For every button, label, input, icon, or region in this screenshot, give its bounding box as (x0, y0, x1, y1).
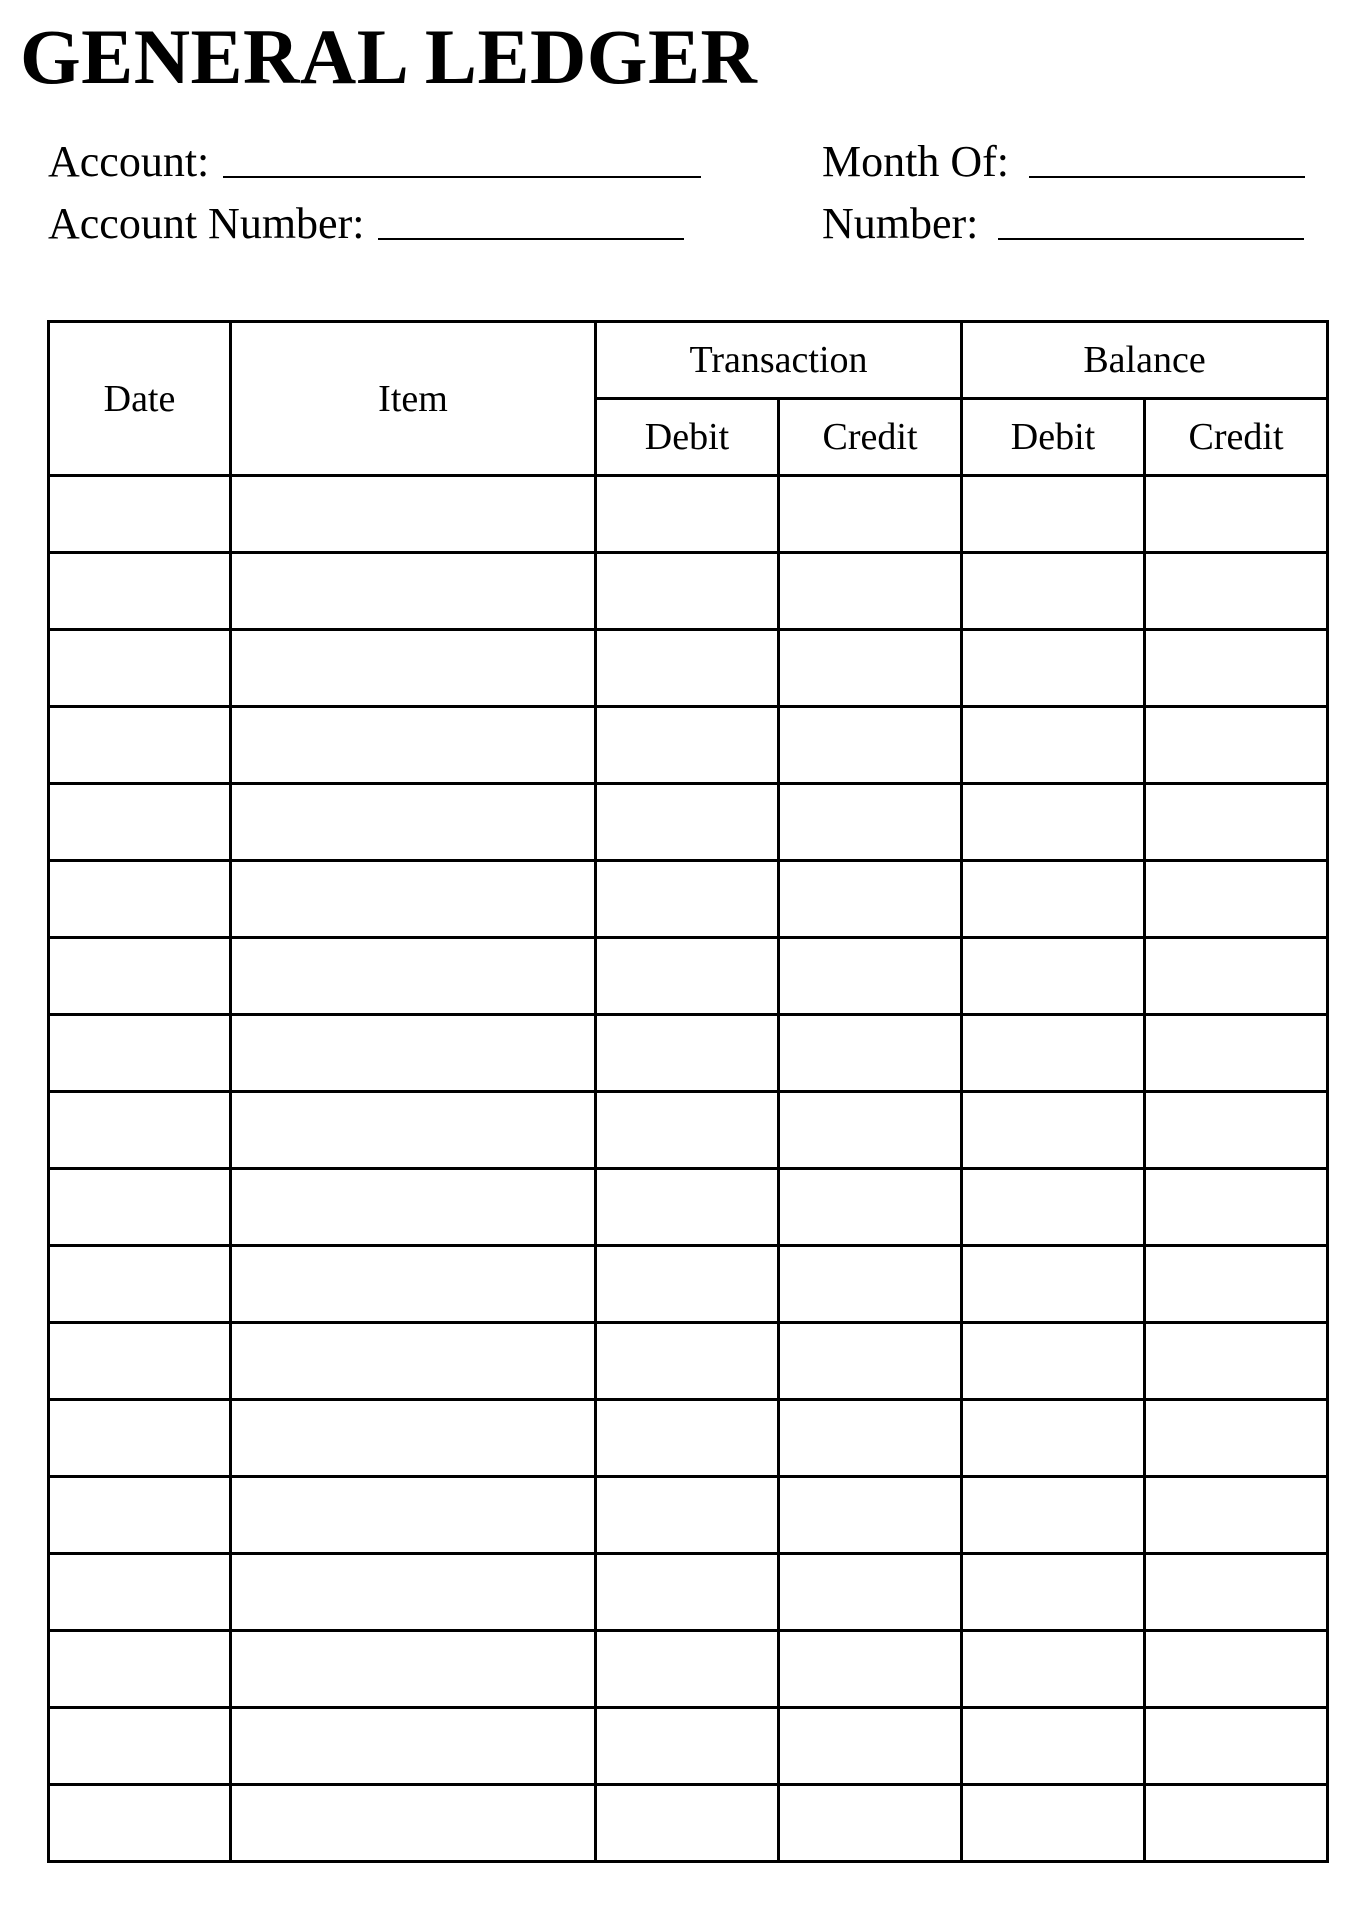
transaction-debit-cell[interactable] (596, 1708, 779, 1785)
balance-debit-cell[interactable] (962, 1477, 1145, 1554)
transaction-debit-cell[interactable] (596, 1015, 779, 1092)
table-row (49, 630, 1328, 707)
table-row (49, 1554, 1328, 1631)
item-cell[interactable] (231, 1015, 596, 1092)
balance-debit-cell[interactable] (962, 1400, 1145, 1477)
date-cell[interactable] (49, 1323, 231, 1400)
balance-credit-cell[interactable] (1145, 553, 1328, 630)
balance-credit-cell[interactable] (1145, 1169, 1328, 1246)
item-cell[interactable] (231, 553, 596, 630)
balance-credit-cell[interactable] (1145, 938, 1328, 1015)
balance-credit-cell[interactable] (1145, 1477, 1328, 1554)
transaction-credit-cell[interactable] (779, 630, 962, 707)
item-cell[interactable] (231, 476, 596, 553)
page-title: GENERAL LEDGER (20, 13, 758, 100)
date-cell[interactable] (49, 1554, 231, 1631)
account-number-label: Account Number: (48, 199, 365, 248)
transaction-debit-cell[interactable] (596, 1092, 779, 1169)
balance-debit-cell[interactable] (962, 1246, 1145, 1323)
balance-credit-cell[interactable] (1145, 1092, 1328, 1169)
transaction-debit-cell[interactable] (596, 1169, 779, 1246)
ledger-body (49, 476, 1328, 1862)
transaction-credit-cell[interactable] (779, 553, 962, 630)
balance-debit-cell[interactable] (962, 707, 1145, 784)
item-cell[interactable] (231, 1554, 596, 1631)
balance-debit-cell[interactable] (962, 1323, 1145, 1400)
table-row (49, 1092, 1328, 1169)
transaction-credit-cell[interactable] (779, 861, 962, 938)
item-cell[interactable] (231, 1092, 596, 1169)
balance-debit-cell[interactable] (962, 861, 1145, 938)
balance-credit-cell[interactable] (1145, 630, 1328, 707)
item-cell[interactable] (231, 707, 596, 784)
balance-credit-cell[interactable] (1145, 1323, 1328, 1400)
number-field (822, 199, 1304, 248)
balance-credit-cell[interactable] (1145, 1015, 1328, 1092)
transaction-debit-cell[interactable] (596, 1554, 779, 1631)
balance-credit-cell[interactable] (1145, 707, 1328, 784)
balance-debit-cell[interactable] (962, 553, 1145, 630)
account-number-field (48, 199, 684, 248)
account-number-blank-line[interactable] (378, 237, 684, 240)
header-row-top (49, 322, 1328, 399)
transaction-credit-cell[interactable] (779, 1246, 962, 1323)
table-row (49, 1785, 1328, 1862)
table-row (49, 1708, 1328, 1785)
transaction-group-header: Transaction (596, 322, 962, 399)
transaction-credit-cell[interactable] (779, 1631, 962, 1708)
transaction-debit-cell[interactable] (596, 1400, 779, 1477)
transaction-credit-cell[interactable] (779, 938, 962, 1015)
balance-credit-cell[interactable] (1145, 1400, 1328, 1477)
transaction-debit-cell[interactable] (596, 1477, 779, 1554)
table-row (49, 1323, 1328, 1400)
date-cell[interactable] (49, 1631, 231, 1708)
transaction-debit-cell[interactable] (596, 1631, 779, 1708)
balance-debit-cell[interactable] (962, 1708, 1145, 1785)
transaction-credit-cell[interactable] (779, 1554, 962, 1631)
transaction-debit-cell[interactable] (596, 476, 779, 553)
item-cell[interactable] (231, 1400, 596, 1477)
transaction-debit-cell[interactable] (596, 861, 779, 938)
date-cell[interactable] (49, 1708, 231, 1785)
date-cell[interactable] (49, 1246, 231, 1323)
item-cell[interactable] (231, 938, 596, 1015)
balance-debit-cell[interactable] (962, 1092, 1145, 1169)
account-label: Account: (48, 137, 210, 186)
number-label: Number: (822, 199, 979, 248)
balance-group-header: Balance (962, 322, 1328, 399)
transaction-debit-cell[interactable] (596, 707, 779, 784)
table-row (49, 1169, 1328, 1246)
date-cell[interactable] (49, 1015, 231, 1092)
transaction-credit-cell[interactable] (779, 784, 962, 861)
date-cell[interactable] (49, 784, 231, 861)
balance-credit-cell[interactable] (1145, 1246, 1328, 1323)
account-blank-line[interactable] (223, 175, 701, 178)
item-cell[interactable] (231, 1169, 596, 1246)
balance-credit-cell[interactable] (1145, 476, 1328, 553)
date-cell[interactable] (49, 1169, 231, 1246)
balance-debit-cell[interactable] (962, 938, 1145, 1015)
transaction-debit-cell[interactable] (596, 1246, 779, 1323)
table-row (49, 1015, 1328, 1092)
balance-debit-cell[interactable] (962, 1785, 1145, 1862)
date-cell[interactable] (49, 553, 231, 630)
transaction-credit-cell[interactable] (779, 1169, 962, 1246)
date-cell[interactable] (49, 476, 231, 553)
transaction-credit-cell[interactable] (779, 1708, 962, 1785)
transaction-debit-cell[interactable] (596, 1323, 779, 1400)
transaction-credit-header: Credit (779, 399, 962, 476)
item-cell[interactable] (231, 1323, 596, 1400)
month-of-field (822, 137, 1305, 186)
number-blank-line[interactable] (998, 237, 1304, 240)
transaction-credit-cell[interactable] (779, 1477, 962, 1554)
transaction-credit-cell[interactable] (779, 1400, 962, 1477)
item-cell[interactable] (231, 1785, 596, 1862)
table-row (49, 553, 1328, 630)
transaction-credit-cell[interactable] (779, 1092, 962, 1169)
item-column-header: Item (231, 322, 596, 476)
table-row (49, 476, 1328, 553)
transaction-credit-cell[interactable] (779, 476, 962, 553)
month-of-label: Month Of: (822, 137, 1009, 186)
account-field (48, 137, 701, 186)
transaction-debit-cell[interactable] (596, 553, 779, 630)
item-cell[interactable] (231, 1246, 596, 1323)
balance-credit-cell[interactable] (1145, 1631, 1328, 1708)
balance-debit-cell[interactable] (962, 630, 1145, 707)
table-row (49, 784, 1328, 861)
table-row (49, 1400, 1328, 1477)
transaction-debit-cell[interactable] (596, 784, 779, 861)
date-column-header: Date (49, 322, 231, 476)
balance-credit-cell[interactable] (1145, 1708, 1328, 1785)
item-cell[interactable] (231, 1477, 596, 1554)
transaction-credit-cell[interactable] (779, 1015, 962, 1092)
table-row (49, 707, 1328, 784)
ledger-table (47, 320, 1329, 1863)
item-cell[interactable] (231, 784, 596, 861)
table-row (49, 1246, 1328, 1323)
item-cell[interactable] (231, 630, 596, 707)
table-row (49, 938, 1328, 1015)
balance-credit-cell[interactable] (1145, 1785, 1328, 1862)
balance-debit-cell[interactable] (962, 784, 1145, 861)
transaction-debit-cell[interactable] (596, 938, 779, 1015)
month-of-blank-line[interactable] (1029, 175, 1305, 178)
transaction-credit-cell[interactable] (779, 1323, 962, 1400)
balance-credit-cell[interactable] (1145, 784, 1328, 861)
date-cell[interactable] (49, 861, 231, 938)
balance-debit-cell[interactable] (962, 1169, 1145, 1246)
item-cell[interactable] (231, 861, 596, 938)
date-cell[interactable] (49, 707, 231, 784)
date-cell[interactable] (49, 1092, 231, 1169)
balance-credit-cell[interactable] (1145, 1554, 1328, 1631)
date-cell[interactable] (49, 1785, 231, 1862)
balance-debit-cell[interactable] (962, 476, 1145, 553)
date-cell[interactable] (49, 1477, 231, 1554)
balance-credit-header: Credit (1145, 399, 1328, 476)
date-cell[interactable] (49, 1400, 231, 1477)
table-row (49, 861, 1328, 938)
balance-debit-cell[interactable] (962, 1554, 1145, 1631)
transaction-debit-cell[interactable] (596, 630, 779, 707)
item-cell[interactable] (231, 1708, 596, 1785)
table-row (49, 1631, 1328, 1708)
transaction-debit-header: Debit (596, 399, 779, 476)
transaction-credit-cell[interactable] (779, 707, 962, 784)
table-row (49, 1477, 1328, 1554)
date-cell[interactable] (49, 938, 231, 1015)
date-cell[interactable] (49, 630, 231, 707)
balance-debit-header: Debit (962, 399, 1145, 476)
transaction-credit-cell[interactable] (779, 1785, 962, 1862)
balance-credit-cell[interactable] (1145, 861, 1328, 938)
balance-debit-cell[interactable] (962, 1015, 1145, 1092)
balance-debit-cell[interactable] (962, 1631, 1145, 1708)
item-cell[interactable] (231, 1631, 596, 1708)
transaction-debit-cell[interactable] (596, 1785, 779, 1862)
